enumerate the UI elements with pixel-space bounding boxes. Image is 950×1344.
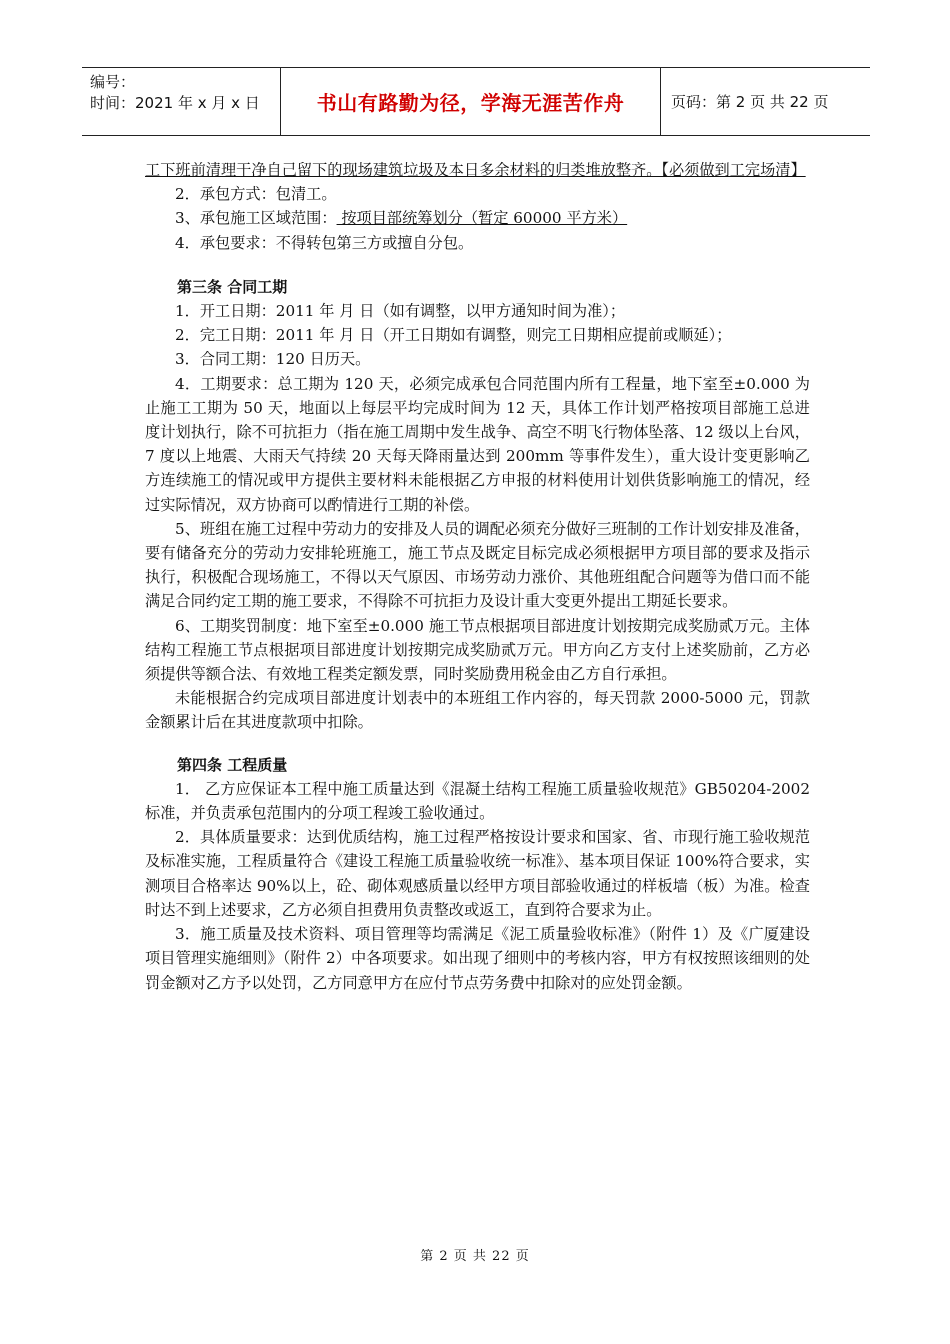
schedule-rewards: 6、工期奖罚制度：地下室至±0.000 施工节点根据项目部进度计划按期完成奖励贰万元。主体结构工程施工节点根据项目部进度计划按期完成奖励贰万元。甲方向乙方支付上述奖励前，乙方必须提供等额合法、有效地工程类定额发票，同时奖励费用税金由乙方自行承担。 <box>145 616 810 684</box>
header-table <box>82 67 870 136</box>
spacer <box>145 255 810 275</box>
page-footer: 第 2 页 共 22 页 <box>420 1249 530 1264</box>
doc-time-label: 时间：2021 年 x 月 x 日 <box>90 94 260 112</box>
schedule-penalty: 未能根据合约完成项目部进度计划表中的本班组工作内容的，每天罚款 2000-5000 元，罚款金额累计后在其进度款项中扣除。 <box>145 689 810 732</box>
header-motto: 书山有路勤为径，学海无涯苦作舟 <box>281 68 661 135</box>
paragraph-contract-method: 2．承包方式：包清工。 <box>175 185 337 204</box>
area-value: 按项目部统筹划分（暂定 60000 平方米） <box>336 209 628 228</box>
quality-standard: 1． 乙方应保证本工程中施工质量达到《混凝土结构工程施工质量验收规范》GB50204-2002 标准，并负责承包范围内的分项工程竣工验收通过。 <box>145 779 810 823</box>
schedule-labor: 5、班组在施工过程中劳动力的安排及人员的调配必须充分做好三班制的工作计划安排及准备，要有储备充分的劳动力安排轮班施工，施工节点及既定目标完成必须根据甲方项目部的要求及指示执行，积极配合现场施工，不得以天气原因、市场劳动力涨价、其他班组配合问题等为借口而不能满足合同约定工期的施工要求，不得除不可抗拒力及设计重大变更外提出工期延长要求。 <box>145 519 810 611</box>
paragraph-continued: 工下班前清理干净自己留下的现场建筑垃圾及本日多余材料的归类堆放整齐。【必须做到工完场清】 <box>145 161 806 179</box>
schedule-duration: 3．合同工期：120 日历天。 <box>175 350 371 369</box>
doc-number-label: 编号： <box>90 73 136 91</box>
area-label: 3、承包施工区域范围： <box>175 209 337 228</box>
paragraph-contract-area <box>145 206 810 230</box>
section-title-schedule: 第三条 合同工期 <box>177 277 288 296</box>
quality-documentation: 3．施工质量及技术资料、项目管理等均需满足《泥工质量验收标准》（附件 1）及《广厦建设项目管理实施细则》（附件 2）中各项要求。如出现了细则中的考核内容，甲方有权按照该细则的处罚金额对乙方予以处罚，乙方同意甲方在应付节点劳务费中扣除对的应处罚金额。 <box>145 925 810 992</box>
header-page-info: 页码：第 2 页 共 22 页 <box>671 93 829 111</box>
schedule-start-date: 1．开工日期：2011 年 月 日（如有调整，以甲方通知时间为准）； <box>175 302 626 321</box>
document-body <box>145 158 810 995</box>
paragraph-contract-requirement: 4．承包要求：不得转包第三方或擅自分包。 <box>175 233 474 252</box>
schedule-end-date: 2．完工日期：2011 年 月 日（开工日期如有调整，则完工日期相应提前或顺延）； <box>175 326 732 345</box>
header-meta <box>82 68 281 135</box>
section-title-quality: 第四条 工程质量 <box>177 755 288 774</box>
quality-requirements: 2．具体质量要求：达到优质结构，施工过程严格按设计要求和国家、省、市现行施工验收规范及标准实施，工程质量符合《建设工程施工质量验收统一标准》、基本项目保证 100%符合要求，实测项目合格率达 90%以上，砼、砌体观感质量以经甲方项目部验收通过的样板墙（板）为准。检查时达不到上述要求，乙方必须自担费用负责整改或返工，直到符合要求为止。 <box>145 828 810 919</box>
spacer <box>145 735 810 753</box>
schedule-requirement: 4．工期要求：总工期为 120 天，必须完成承包合同范围内所有工程量，地下室至±0.000 为止施工工期为 50 天，地面以上每层平均完成时间为 12 天，具体工作计划严格按项目部施工总进度计划执行，除不可抗拒力（指在施工周期中发生战争、高空不明飞行物体坠落、12 级以上台风，7 度以上地震、大雨天气持续 20 天每天降雨量达到 200mm 等事件发生），重大设计变更影响乙方连续施工的情况或甲方提供主要材料未能根据乙方申报的材料使用计划供货影响施工的情况，经过实际情况，双方协商可以酌情进行工期的补偿。 <box>145 374 810 514</box>
